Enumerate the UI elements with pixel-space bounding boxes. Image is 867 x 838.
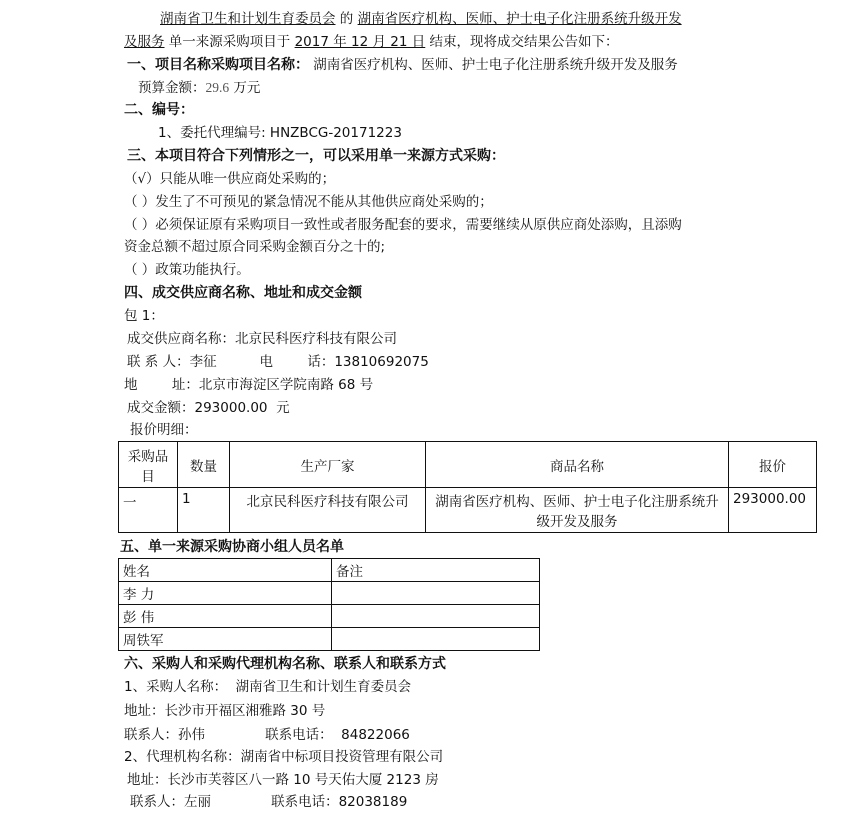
project-name: 湖南省医疗机构、医师、护士电子化注册系统升级开发 <box>357 11 682 27</box>
option: （√）只能从唯一供应商处采购的； <box>124 171 336 187</box>
supplier-address: 地 址：北京市海淀区学院南路 68 号 <box>124 377 374 393</box>
header-manufacturer: 生产厂家 <box>230 442 426 488</box>
intro-end: 结束，现将成交结果公告如下： <box>425 34 619 50</box>
header-qty: 数量 <box>178 442 230 488</box>
cell-price: 293000.00 <box>729 488 817 533</box>
intro-mid: 单一来源采购项目于 <box>164 34 295 50</box>
agency-code: 1、委托代理编号: HNZBCG-20171223 <box>158 125 402 141</box>
cell-item: 一 <box>119 488 178 533</box>
header-item: 采购品目 <box>119 442 178 488</box>
section-5-heading: 五、单一来源采购协商小组人员名单 <box>120 539 344 555</box>
member-header-row <box>119 559 540 582</box>
agency-line: 2、代理机构名称：湖南省中标项目投资管理有限公司 <box>124 749 444 765</box>
member-name: 彭 伟 <box>119 605 332 628</box>
purchaser-address: 地址：长沙市开福区湘雅路 30 号 <box>124 703 326 719</box>
cell-qty: 1 <box>178 488 230 533</box>
purchaser-contact: 联系人：孙伟 联系电话： 84822066 <box>124 727 410 743</box>
section-2-heading: 二、编号： <box>124 102 194 118</box>
agency-contact: 联系人：左丽 联系电话：82038189 <box>130 794 408 810</box>
supplier-contact: 联 系 人：李征 电 话：13810692075 <box>127 354 429 370</box>
member-name: 李 力 <box>119 582 332 605</box>
supplier-name: 成交供应商名称：北京民科医疗科技有限公司 <box>127 331 397 347</box>
member-remark <box>332 605 540 628</box>
header-remark: 备注 <box>332 559 540 582</box>
table-row <box>119 628 540 651</box>
table-row <box>119 488 817 533</box>
quote-table <box>118 441 817 533</box>
intro-line-2 <box>124 32 619 52</box>
option: （ ）政策功能执行。 <box>124 262 250 278</box>
agency-address: 地址：长沙市芙蓉区八一路 10 号天佑大厦 2123 房 <box>127 772 439 788</box>
project-name-cont: 及服务 <box>124 34 165 50</box>
purchaser-name: 湖南省卫生和计划生育委员会 <box>160 11 336 27</box>
purchaser-line: 1、采购人名称： 湖南省卫生和计划生育委员会 <box>124 679 412 695</box>
section-6-heading: 六、采购人和采购代理机构名称、联系人和联系方式 <box>124 656 446 672</box>
cell-product: 湖南省医疗机构、医师、护士电子化注册系统升级开发及服务 <box>426 488 729 533</box>
member-remark <box>332 628 540 651</box>
project-name-value: 湖南省医疗机构、医师、护士电子化注册系统升级开发及服务 <box>309 57 678 73</box>
section-1 <box>127 55 678 75</box>
end-date: 2017 年 12 月 21 日 <box>294 34 426 50</box>
cell-manufacturer: 北京民科医疗科技有限公司 <box>230 488 426 533</box>
option: （ ）必须保证原有采购项目一致性或者服务配套的要求，需要继续从原供应商处添购，且添购 <box>124 217 682 233</box>
budget-label: 预算金额： <box>138 80 206 96</box>
header-price: 报价 <box>729 442 817 488</box>
header-name: 姓名 <box>119 559 332 582</box>
table-header-row <box>119 442 817 488</box>
budget-value: 29.6 <box>205 80 230 95</box>
member-name: 周铁军 <box>119 628 332 651</box>
member-remark <box>332 582 540 605</box>
deal-amount: 成交金额：293000.00 元 <box>127 400 290 416</box>
header-product: 商品名称 <box>426 442 729 488</box>
quote-detail-label: 报价明细： <box>130 422 198 438</box>
intro-of: 的 <box>335 11 358 27</box>
section-1-heading: 一、项目名称采购项目名称： <box>127 57 309 73</box>
option-cont: 资金总额不超过原合同采购金额百分之十的; <box>124 239 386 255</box>
package: 包 1： <box>124 308 164 324</box>
section-3-heading: 三、本项目符合下列情形之一，可以采用单一来源方式采购： <box>127 148 505 164</box>
section-4-heading: 四、成交供应商名称、地址和成交金额 <box>124 285 362 301</box>
intro-line-1 <box>160 9 682 29</box>
member-table <box>118 558 540 651</box>
table-row <box>119 582 540 605</box>
option: （ ）发生了不可预见的紧急情况不能从其他供应商处采购的； <box>124 194 493 210</box>
budget <box>138 78 260 98</box>
budget-unit: 万元 <box>229 80 261 96</box>
table-row <box>119 605 540 628</box>
